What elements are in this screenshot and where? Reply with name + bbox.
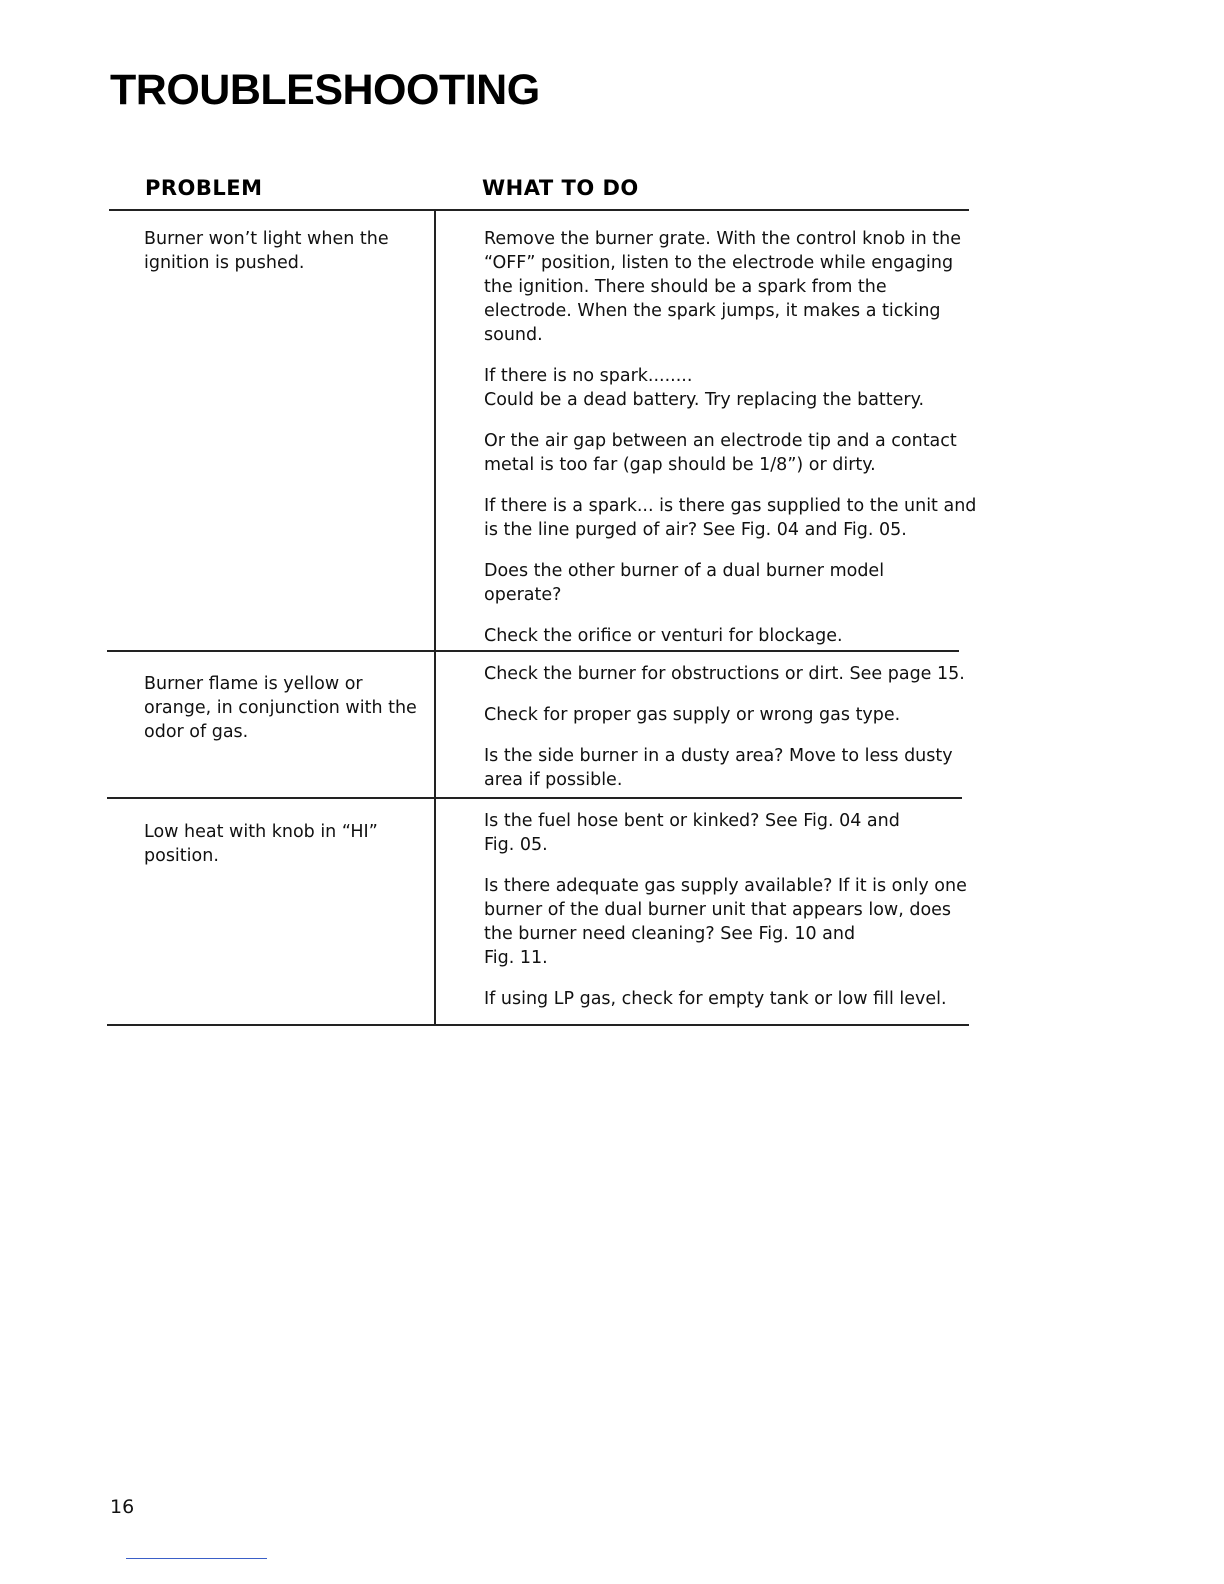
page-number: 16 [110,1496,135,1518]
header-rule [109,209,969,211]
solution-paragraph: If there is no spark........ Could be a dead battery. Try replacing the battery. [484,366,925,410]
solution-paragraph: Check for proper gas supply or wrong gas type. [484,705,901,725]
solution-cell [484,662,979,809]
solution-cell [484,227,979,665]
page-title: TROUBLESHOOTING [110,66,540,114]
solution-paragraph: Is the side burner in a dusty area? Move to less dusty area if possible. [484,746,953,790]
solution-paragraph: Check the orifice or venturi for blockage. [484,626,843,646]
solution-paragraph: Is there adequate gas supply available? If it is only one burner of the dual burner unit that appears low, does the burner need cleaning? See Fig. 10 and Fig. 11. [484,876,967,968]
problem-cell: Burner flame is yellow or orange, in conjunction with the odor of gas. [144,674,417,742]
solution-paragraph: Remove the burner grate. With the control knob in the “OFF” position, listen to the electrode while engaging the ignition. There should be a spark from the electrode. When the spark jumps, it makes a ticking sound. [484,229,961,345]
problem-cell: Low heat with knob in “HI” position. [144,822,378,866]
column-divider [434,211,436,1025]
problem-column-header: PROBLEM [145,176,263,200]
solution-paragraph: If there is a spark... is there gas supplied to the unit and is the line purged of air? See Fig. 04 and Fig. 05. [484,496,977,540]
what-to-do-column-header: WHAT TO DO [482,176,639,200]
solution-paragraph: Check the burner for obstructions or dirt. See page 15. [484,664,965,684]
solution-cell [484,809,979,1028]
problem-cell: Burner won’t light when the ignition is pushed. [144,229,389,273]
solution-paragraph: Is the fuel hose bent or kinked? See Fig. 04 and Fig. 05. [484,811,900,855]
solution-paragraph: Does the other burner of a dual burner model operate? [484,561,885,605]
footer-rule [126,1558,267,1559]
solution-paragraph: If using LP gas, check for empty tank or low fill level. [484,989,947,1009]
solution-paragraph: Or the air gap between an electrode tip and a contact metal is too far (gap should be 1/8”) or dirty. [484,431,957,475]
